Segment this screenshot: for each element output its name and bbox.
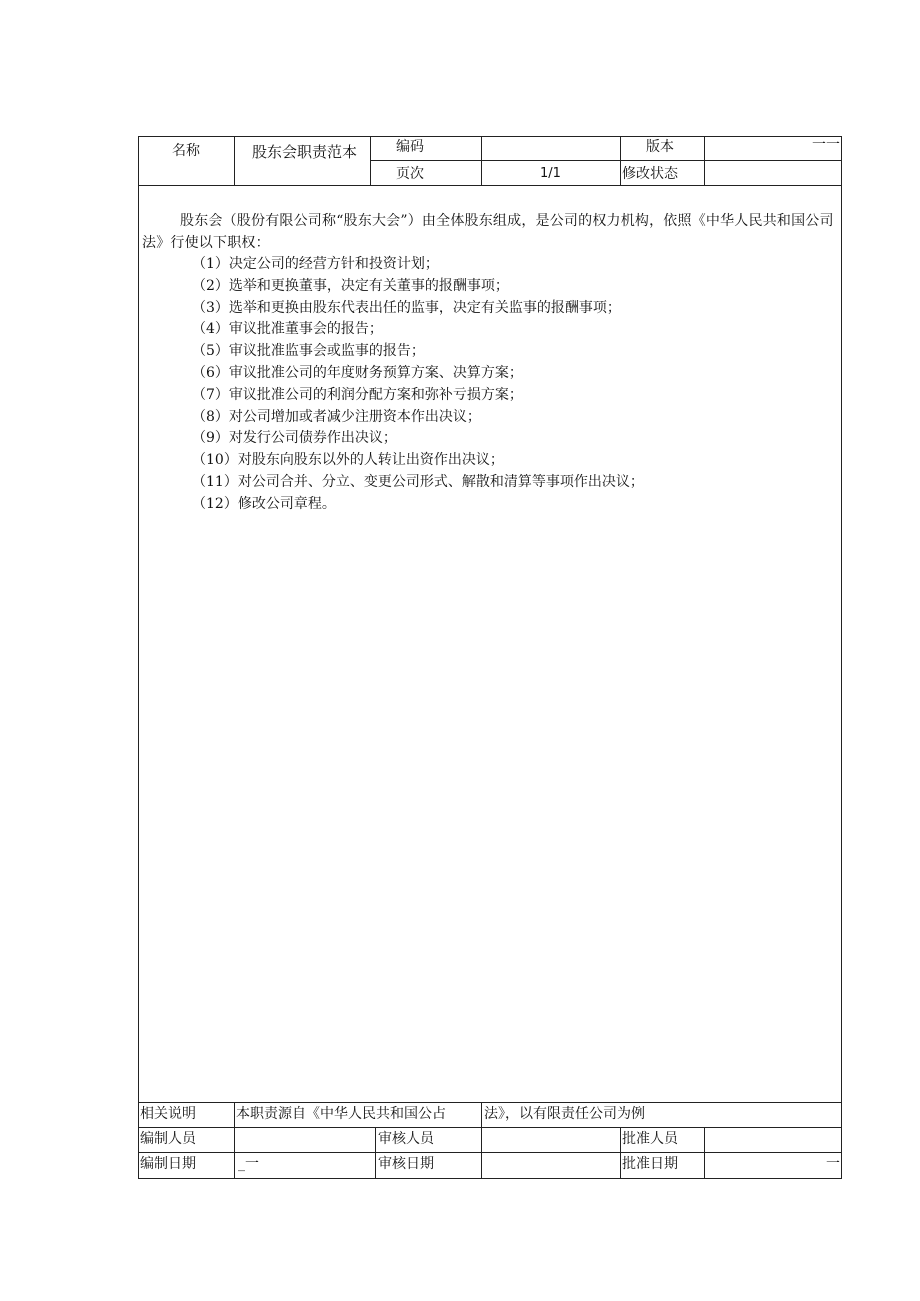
header-col-line-1: [234, 136, 235, 185]
header-col-line-3: [481, 136, 482, 185]
footer-col-line-3: [481, 1127, 482, 1179]
footer-top-border: [138, 1102, 842, 1103]
version-label: 版本: [646, 139, 674, 155]
intro-paragraph: 股东会（股份有限公司称“股东大会”）由全体股东组成，是公司的权力机构，依照《中华人民共和国公司法》行使以下职权：: [142, 213, 834, 251]
notes-value-part-2: 法》，以有限责任公司为例: [484, 1106, 645, 1122]
list-item: （9）对发行公司债券作出决议；: [192, 430, 397, 447]
header-col-line-4: [620, 136, 621, 185]
list-item: （3）选举和更换由股东代表出任的监事，决定有关监事的报酬事项；: [192, 299, 621, 316]
document-title: 股东会职责范本: [252, 143, 358, 161]
footer-notes-split: [481, 1102, 482, 1127]
prepared-date-label: 编制日期: [140, 1156, 196, 1172]
footer-col-line-1: [234, 1102, 235, 1179]
reviewed-date-label: 审核日期: [378, 1156, 434, 1172]
footer-col-line-2: [375, 1127, 376, 1179]
name-label: 名称: [172, 143, 200, 159]
list-item: （10）对股东向股东以外的人转让出资作出决议；: [192, 452, 504, 469]
document-body: [142, 210, 838, 516]
list-item: （12）修改公司章程。: [192, 495, 336, 512]
notes-label: 相关说明: [140, 1106, 196, 1122]
list-item: （1）决定公司的经营方针和投资计划；: [192, 256, 439, 272]
approved-date-label: 批准日期: [622, 1156, 678, 1172]
approved-date-value: 一: [826, 1156, 840, 1172]
revision-label: 修改状态: [622, 166, 678, 182]
list-item: （11）对公司合并、分立、变更公司形式、解散和清算等事项作出决议；: [192, 473, 644, 490]
header-row-divider: [370, 160, 842, 161]
list-item: （8）对公司增加或者减少注册资本作出决议；: [192, 408, 481, 425]
list-item: （5）审议批准监事会或监事的报告；: [192, 343, 425, 360]
page-label: 页次: [396, 166, 424, 182]
footer-row-divider-2: [138, 1152, 842, 1153]
header-col-line-5: [704, 136, 705, 185]
header-bottom-border: [138, 185, 842, 186]
list-item: （2）选举和更换董事，决定有关董事的报酬事项；: [192, 277, 509, 294]
page-value: 1/1: [540, 166, 561, 181]
footer-col-line-5: [704, 1127, 705, 1179]
notes-value-part-1: 本职责源自《中华人民共和国公占: [236, 1106, 446, 1122]
footer-row-divider-1: [138, 1127, 842, 1128]
footer-col-line-4: [620, 1127, 621, 1179]
duty-list: [142, 254, 838, 516]
reviewed-by-label: 审核人员: [378, 1131, 434, 1147]
approved-by-label: 批准人员: [622, 1131, 678, 1147]
list-item: （4）审议批准董事会的报告；: [192, 321, 383, 338]
prepared-by-label: 编制人员: [140, 1131, 196, 1147]
header-col-line-2: [370, 136, 371, 185]
list-item: （6）审议批准公司的年度财务预算方案、决算方案；: [192, 364, 523, 381]
version-value: 一一: [812, 137, 840, 153]
prepared-date-value: _一: [238, 1156, 259, 1172]
code-label: 编码: [396, 139, 424, 155]
list-item: （7）审议批准公司的利润分配方案和弥补亏损方案；: [192, 386, 523, 403]
